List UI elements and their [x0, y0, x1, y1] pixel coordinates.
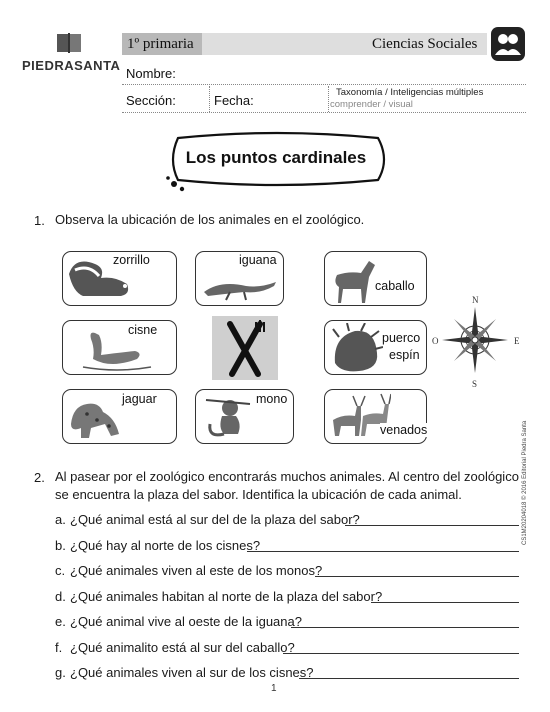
animal-card-zorrillo — [62, 251, 177, 306]
sub-question-letter: b. — [55, 537, 66, 553]
page-number: 1 — [271, 683, 277, 694]
sub-question-text: ¿Qué animal vive al oeste de la iguana? — [70, 614, 302, 629]
animal-label: zorrillo — [113, 253, 150, 267]
answer-line[interactable] — [283, 653, 519, 654]
horse-icon — [329, 255, 377, 305]
sub-question-text: ¿Qué animales viven al este de los monos? — [70, 563, 323, 578]
question-text — [55, 468, 525, 504]
people-icon — [491, 27, 525, 61]
question-number: 2. — [34, 470, 45, 485]
animal-label: jaguar — [122, 392, 157, 406]
sub-question-letter: g. — [55, 665, 66, 680]
sub-question-text: ¿Qué animales habitan al norte de la plaza del sabor? — [70, 588, 383, 604]
animal-label: caballo — [375, 279, 415, 293]
fork-knife-icon — [212, 316, 278, 380]
sub-question-letter: d. — [55, 588, 66, 604]
iguana-icon — [200, 272, 280, 302]
animal-card-venados — [324, 389, 427, 444]
answer-line[interactable] — [315, 576, 519, 577]
animal-card-iguana — [195, 251, 284, 306]
sub-question-text: ¿Qué hay al norte de los cisnes? — [70, 537, 261, 553]
copyright-side-text: CS1M20204018 © 2016 Editorial Piedra Santa — [522, 420, 528, 545]
name-label: Nombre: — [126, 66, 176, 81]
question-text: Observa la ubicación de los animales en el zoológico. — [55, 212, 365, 227]
sub-question — [55, 511, 520, 537]
section-line — [122, 112, 526, 113]
subject-label: Ciencias Sociales — [372, 36, 478, 52]
sub-question — [55, 588, 520, 614]
sub-question — [55, 664, 520, 690]
swan-icon — [81, 325, 153, 373]
date-label: Fecha: — [214, 93, 254, 108]
sub-question-letter: f. — [55, 639, 63, 655]
compass-east: E — [514, 336, 520, 346]
compass-south: S — [472, 379, 478, 389]
sub-question — [55, 537, 520, 563]
answer-line[interactable] — [345, 525, 519, 526]
sub-question-letter: c. — [55, 563, 66, 578]
sub-question — [55, 613, 520, 639]
animal-label: venados — [380, 423, 428, 437]
sub-question-text: ¿Qué animal está al sur del de la plaza del sabor? — [70, 512, 360, 527]
sub-question-text: ¿Qué animalito está al sur del caballo? — [70, 639, 295, 655]
animal-label: puerco — [382, 331, 421, 345]
animal-card-mono — [195, 389, 294, 444]
sub-question — [55, 562, 520, 588]
animal-card-caballo — [324, 251, 427, 306]
sub-question-letter: e. — [55, 614, 66, 629]
field-divider — [328, 86, 329, 112]
question-number: 1. — [34, 213, 45, 228]
monkey-icon — [204, 394, 252, 442]
name-line — [122, 84, 526, 85]
taxonomy-values: comprender / visual — [330, 99, 413, 110]
field-divider — [209, 86, 210, 112]
compass-west: O — [432, 336, 439, 346]
answer-line[interactable] — [247, 551, 519, 552]
sub-questions — [55, 511, 520, 690]
animal-card-puerco-espin — [324, 320, 427, 375]
animal-label: mono — [256, 392, 288, 406]
book-logo-icon — [56, 33, 82, 53]
animal-card-cisne — [62, 320, 177, 375]
taxonomy-label: Taxonomía / Inteligencias múltiples — [336, 87, 484, 98]
question-line: se encuentra la plaza del sabor. Identifica la ubicación de cada animal. — [55, 487, 462, 502]
publisher-logo: PIEDRASANTA — [22, 58, 121, 73]
compass-north: N — [472, 295, 479, 305]
animal-label: cisne — [128, 323, 158, 337]
answer-line[interactable] — [371, 602, 519, 603]
sub-question — [55, 639, 520, 665]
question-line: Al pasear por el zoológico encontrarás muchos animales. Al centro del zoológico — [55, 469, 519, 484]
jaguar-icon — [65, 394, 125, 442]
animal-label: iguana — [239, 253, 277, 267]
answer-line[interactable] — [299, 678, 519, 679]
grade-label: 1º primaria — [127, 36, 194, 52]
answer-line[interactable] — [291, 627, 519, 628]
porcupine-icon — [329, 323, 383, 375]
section-label: Sección: — [126, 93, 176, 108]
animal-label: espín — [389, 348, 420, 362]
food-plaza-tile — [212, 316, 278, 380]
sub-question-letter: a. — [55, 512, 66, 527]
page-title: Los puntos cardinales — [185, 148, 367, 167]
compass-rose-icon — [440, 305, 510, 375]
animal-card-jaguar — [62, 389, 177, 444]
sub-question-text: ¿Qué animales viven al sur de los cisnes? — [70, 665, 314, 680]
